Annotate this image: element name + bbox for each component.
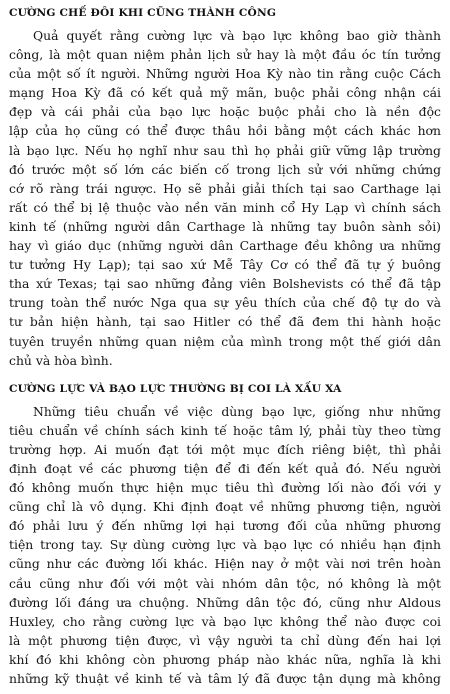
text-line: đó phải lưu ý đến những lợi hại tương đối của những phương (9, 518, 441, 534)
text-line: trường hợp. Ai muốn đạt tới một mục đích riêng biệt, thì phải (9, 441, 441, 457)
text-line: tiện trong tay. Sự dùng cường lực và bạo lực có nhiều hạn định (9, 537, 441, 553)
text-line: Quả quyết rằng cường lực và bạo lực không bao giờ thành (33, 28, 441, 43)
text-line: mạng Hoa Kỳ đã có kết quả mỹ mãn, buộc phải công nhận cái (9, 85, 441, 101)
text-line: tuyên truyền những quan niệm của mình trong một thế giới dân (9, 333, 441, 349)
text-line: đó không muốn thực hiện mục tiêu thì đường lối nào đối với y (9, 480, 441, 496)
text-line: tư tưởng Hy Lạp); tại sao xứ Mễ Tây Cơ có thể đã tự ý buông (9, 257, 441, 273)
text-line: định đoạt về các phương tiện để đi đến kết quả đó. Nếu người (9, 460, 441, 476)
section-heading-force-often-seen-as-bad: CƯỜNG LỰC VÀ BẠO LỰC THƯỜNG BỊ COI LÀ XẤU XA (9, 382, 342, 395)
text-line: cớ rõ ràng trái ngược. Họ sẽ phải giải thích tại sao Carthage lại (9, 180, 441, 196)
text-line: rất có thể bị lệ thuộc vào nền văn minh cổ Hy Lạp vì chính sách (9, 199, 441, 215)
text-line: tiêu chuẩn về chính sách kinh tế hoặc tâm lý, phải tùy theo từng (9, 422, 441, 438)
text-line: chủ và hòa bình. (9, 352, 113, 368)
text-line: công, là một quan niệm phản lịch sử hay là một đầu óc tín tưởng (9, 47, 441, 63)
text-line: hay vì giáo dục (những người dân Carthage đều không ưa những (9, 238, 441, 254)
text-line: cũng chỉ là vô dụng. Khi định đoạt về những phương tiện, người (9, 499, 441, 515)
text-line: đẹp và cái phải của bạo lực hoặc buộc phải cho là nền độc (9, 104, 441, 120)
text-line: trung toàn thể nước Nga qua sự yêu thích của chế độ tự do và (9, 295, 441, 311)
text-line: cầu cũng như đối với một vài nhóm dân tộc, nó không là một (9, 575, 441, 591)
paragraph-force-often-seen-as-bad (9, 402, 441, 688)
text-line: cũng như các đường lối khác. Hiện nay ở một vài nơi trên hoàn (9, 556, 441, 572)
text-line: là một phương tiện được, vì vậy người ta chỉ dùng đến hai lợi (9, 632, 441, 648)
text-line: là bạo lực. Nếu họ nghĩ như sau thì họ phải giữ vững lập trường (9, 142, 441, 158)
text-line: Huxley, cho rằng cường lực và bạo lực không thể nào được coi (9, 613, 441, 629)
text-line: lập của họ cũng có thể được thâu hồi bằng một cách khác hơn (9, 123, 441, 139)
text-line: tha xứ Texas; tại sao những đảng viên Bolshevists có thể đã tập (9, 276, 441, 292)
text-line: kinh tế (những người dân Carthage là những tay buôn sành sỏi) (9, 218, 441, 234)
text-line: Những tiêu chuẩn về việc dùng bạo lực, giống như những (33, 403, 441, 419)
text-line: đường lối đáng ưa chuộng. Những dân tộc đó, cũng như Aldous (9, 594, 441, 610)
text-line: những kỹ thuật về kinh tế và tâm lý đã được tận dụng mà không (9, 671, 441, 686)
text-line: tư bản hiện hành, tại sao Hitler có thể đã đem thi hành hoặc (9, 314, 441, 330)
text-line: của một số ít người. Những người Hoa Kỳ nào tin rằng cuộc Cách (9, 66, 441, 82)
section-heading-coercion-sometimes-succeeds: CƯỜNG CHẾ ĐÔI KHI CŨNG THÀNH CÔNG (9, 7, 277, 19)
paragraph-coercion-sometimes-succeeds (9, 26, 441, 370)
text-line: đó trước một số lớn các biến cố trong lịch sử với những chứng (9, 161, 441, 177)
text-line: khí đó khi không còn phương pháp nào khác nữa, nghĩa là khi (9, 651, 441, 667)
